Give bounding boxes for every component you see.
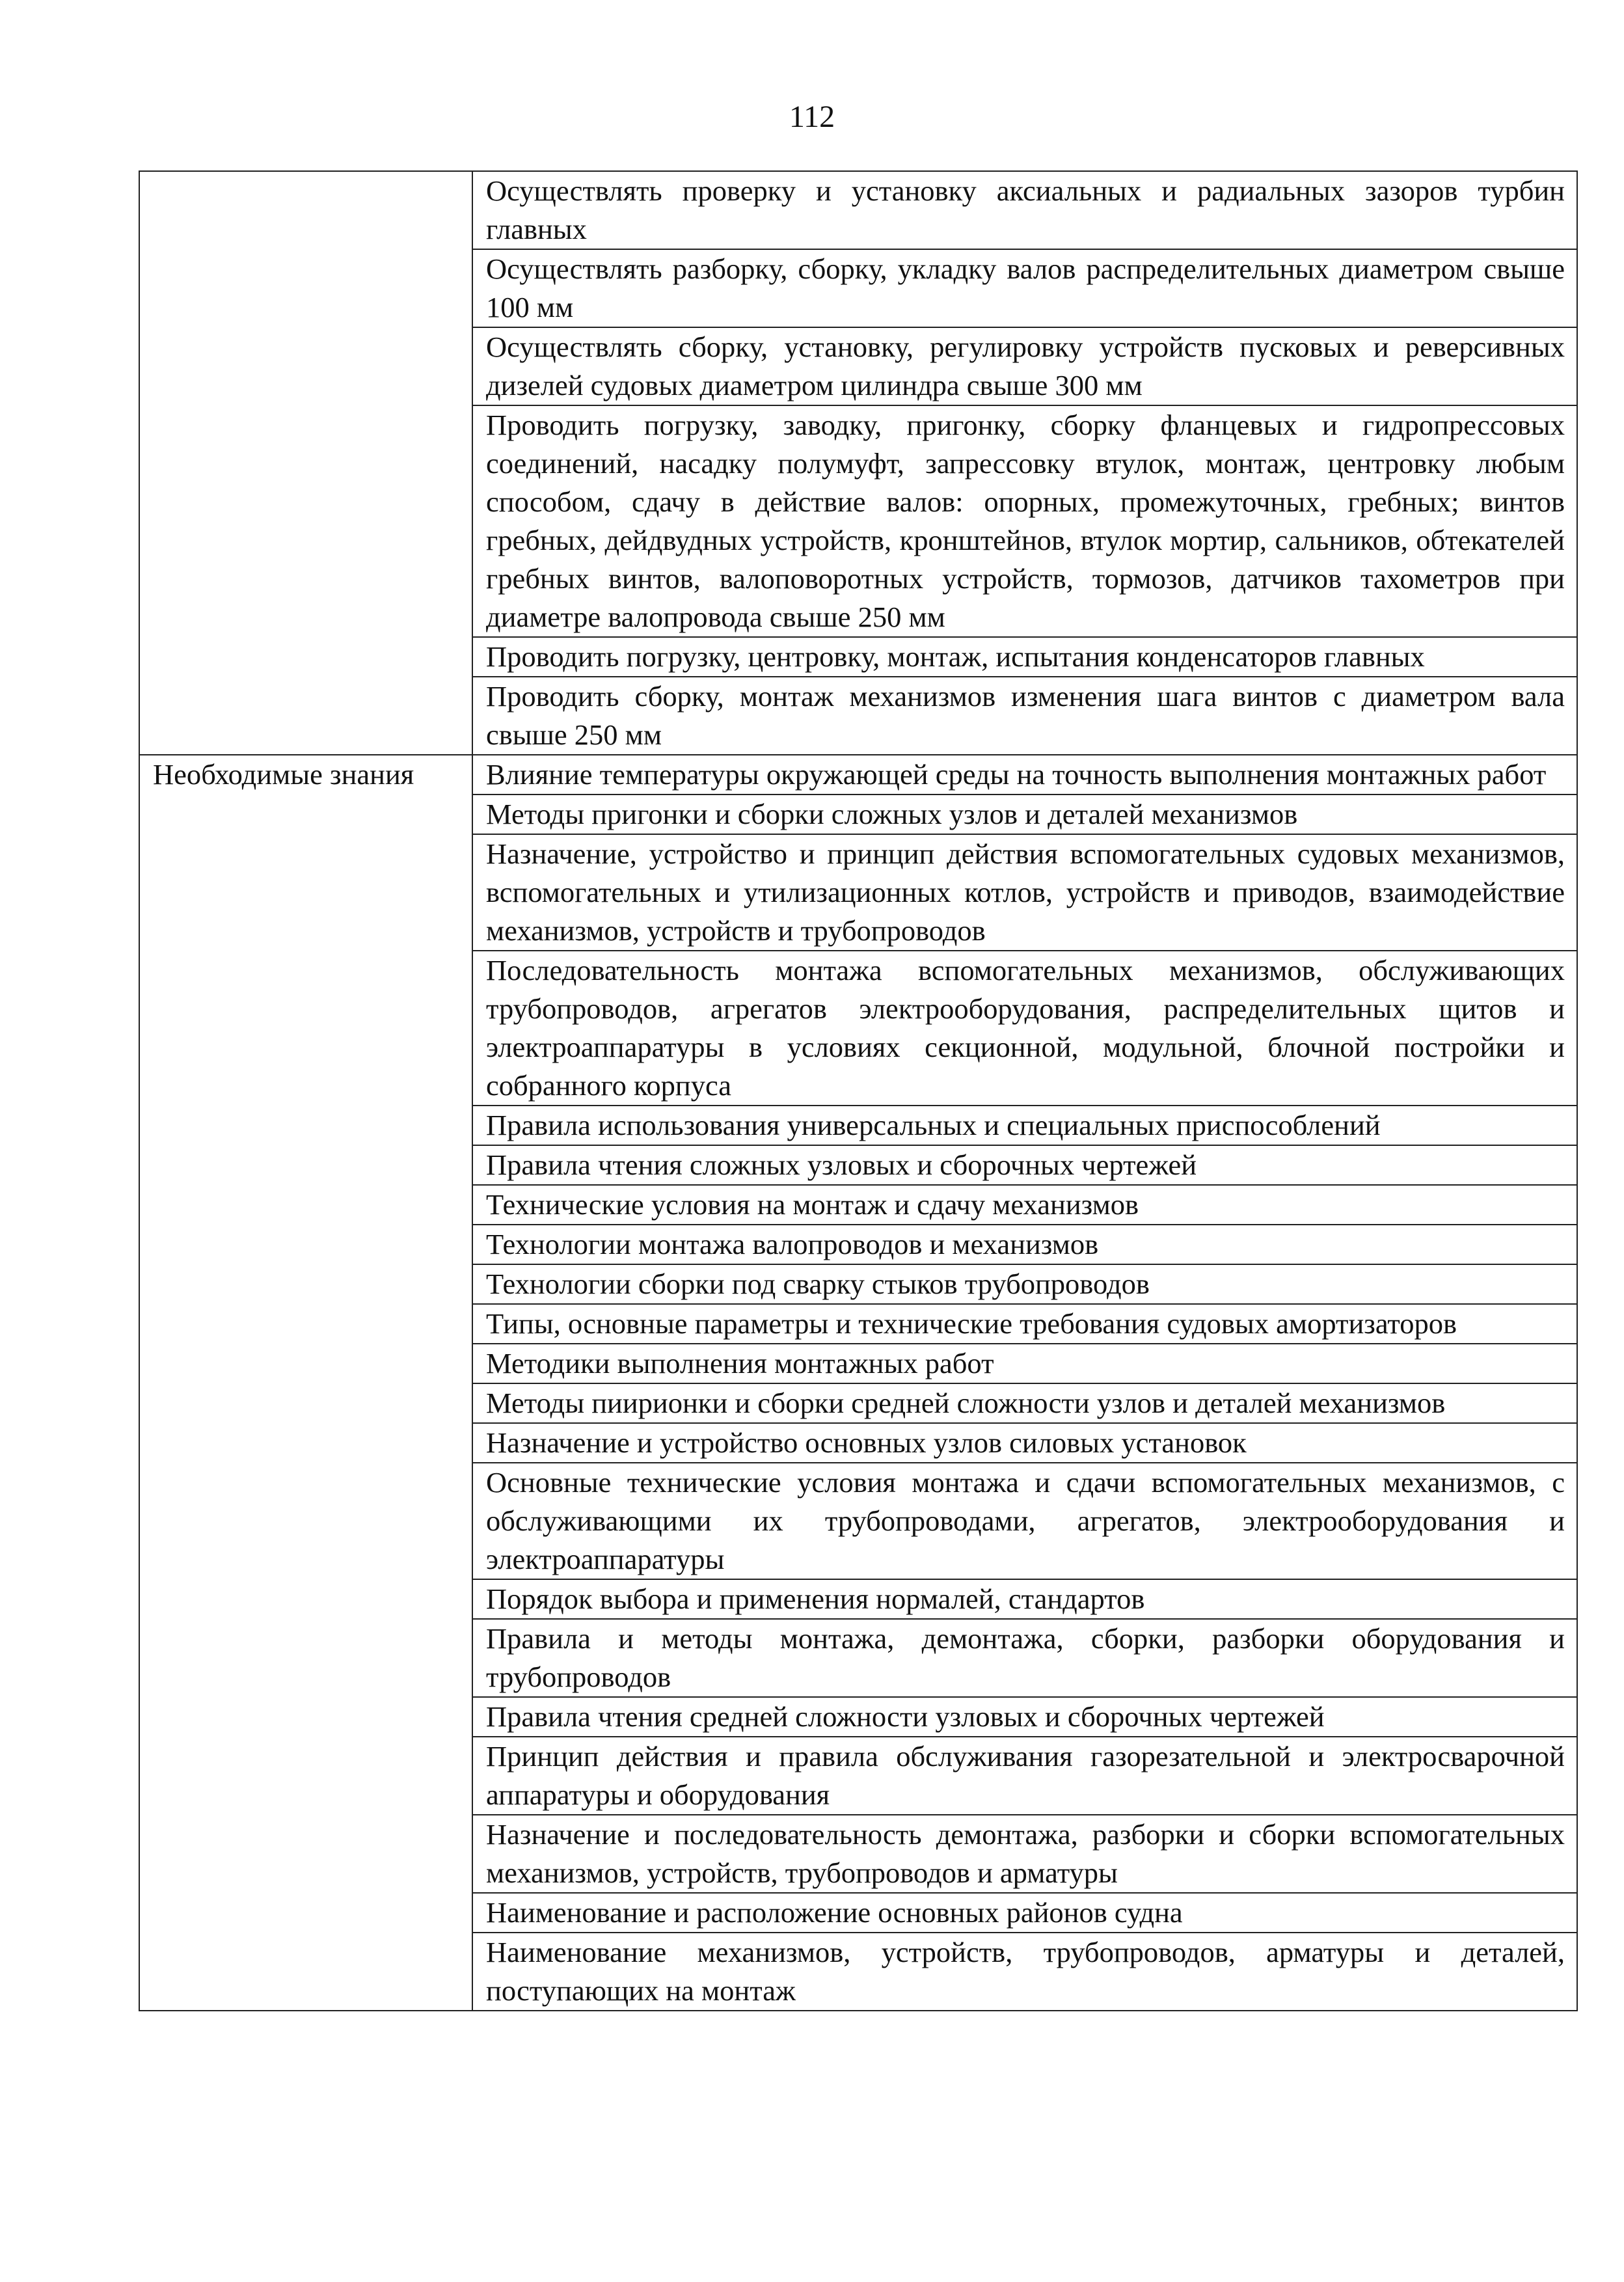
requirement-text: Методы пригонки и сборки сложных узлов и деталей механизмов [472, 795, 1577, 834]
section-label: Необходимые знания [139, 755, 472, 2011]
requirement-text: Назначение и устройство основных узлов силовых установок [472, 1423, 1577, 1463]
requirement-text: Правила чтения средней сложности узловых и сборочных чертежей [472, 1697, 1577, 1737]
requirement-text: Назначение, устройство и принцип действия вспомогательных судовых механизмов, вспомогательных и утилизационных котлов, устройств и приводов, взаимодействие механизмов, устройств и трубопроводов [472, 834, 1577, 951]
requirement-text: Технические условия на монтаж и сдачу механизмов [472, 1185, 1577, 1225]
requirement-text: Правила использования универсальных и специальных приспособлений [472, 1106, 1577, 1145]
requirement-text: Наименование и расположение основных районов судна [472, 1893, 1577, 1933]
requirement-text: Проводить погрузку, центровку, монтаж, испытания конденсаторов главных [472, 637, 1577, 677]
requirement-text: Осуществлять проверку и установку аксиальных и радиальных зазоров турбин главных [472, 171, 1577, 249]
requirement-text: Основные технические условия монтажа и сдачи вспомогательных механизмов, с обслуживающими их трубопроводами, агрегатов, электрооборудования и электроаппаратуры [472, 1463, 1577, 1579]
page-number: 112 [789, 100, 835, 134]
requirement-text: Осуществлять сборку, установку, регулировку устройств пусковых и реверсивных дизелей судовых диаметром цилиндра свыше 300 мм [472, 327, 1577, 405]
requirement-text: Методы пиирионки и сборки средней сложности узлов и деталей механизмов [472, 1383, 1577, 1423]
requirement-text: Принцип действия и правила обслуживания газорезательной и электросварочной аппаратуры и оборудования [472, 1737, 1577, 1815]
table-row [139, 755, 1577, 795]
requirement-text: Осуществлять разборку, сборку, укладку валов распределительных диаметром свыше 100 мм [472, 249, 1577, 327]
requirement-text: Технологии сборки под сварку стыков трубопроводов [472, 1264, 1577, 1304]
requirement-text: Типы, основные параметры и технические требования судовых амортизаторов [472, 1304, 1577, 1344]
requirement-text: Последовательность монтажа вспомогательных механизмов, обслуживающих трубопроводов, агрегатов электрооборудования, распределительных щитов и электроаппаратуры в условиях секционной, модульной, блочной постройки и собранного корпуса [472, 951, 1577, 1106]
requirement-text: Назначение и последовательность демонтажа, разборки и сборки вспомогательных механизмов, устройств, трубопроводов и арматуры [472, 1815, 1577, 1893]
requirement-text: Правила чтения сложных узловых и сборочных чертежей [472, 1145, 1577, 1185]
requirement-text: Технологии монтажа валопроводов и механизмов [472, 1225, 1577, 1264]
requirement-text: Методики выполнения монтажных работ [472, 1344, 1577, 1383]
section-label [139, 171, 472, 755]
requirement-text: Проводить погрузку, заводку, пригонку, сборку фланцевых и гидропрессовых соединений, насадку полумуфт, запрессовку втулок, монтаж, центровку любым способом, сдачу в действие валов: опорных, промежуточных, гребных; винтов гребных, дейдвудных устройств, кронштейнов, втулок мортир, сальников, обтекателей гребных винтов, валоповоротных устройств, тормозов, датчиков тахометров при диаметре валопровода свыше 250 мм [472, 405, 1577, 637]
competency-table [139, 170, 1578, 2011]
table-row [139, 171, 1577, 249]
requirement-text: Влияние температуры окружающей среды на точность выполнения монтажных работ [472, 755, 1577, 795]
table-body [139, 171, 1577, 2011]
requirement-text: Правила и методы монтажа, демонтажа, сборки, разборки оборудования и трубопроводов [472, 1619, 1577, 1697]
requirement-text: Проводить сборку, монтаж механизмов изменения шага винтов с диаметром вала свыше 250 мм [472, 677, 1577, 755]
requirement-text: Порядок выбора и применения нормалей, стандартов [472, 1579, 1577, 1619]
requirement-text: Наименование механизмов, устройств, трубопроводов, арматуры и деталей, поступающих на монтаж [472, 1933, 1577, 2011]
